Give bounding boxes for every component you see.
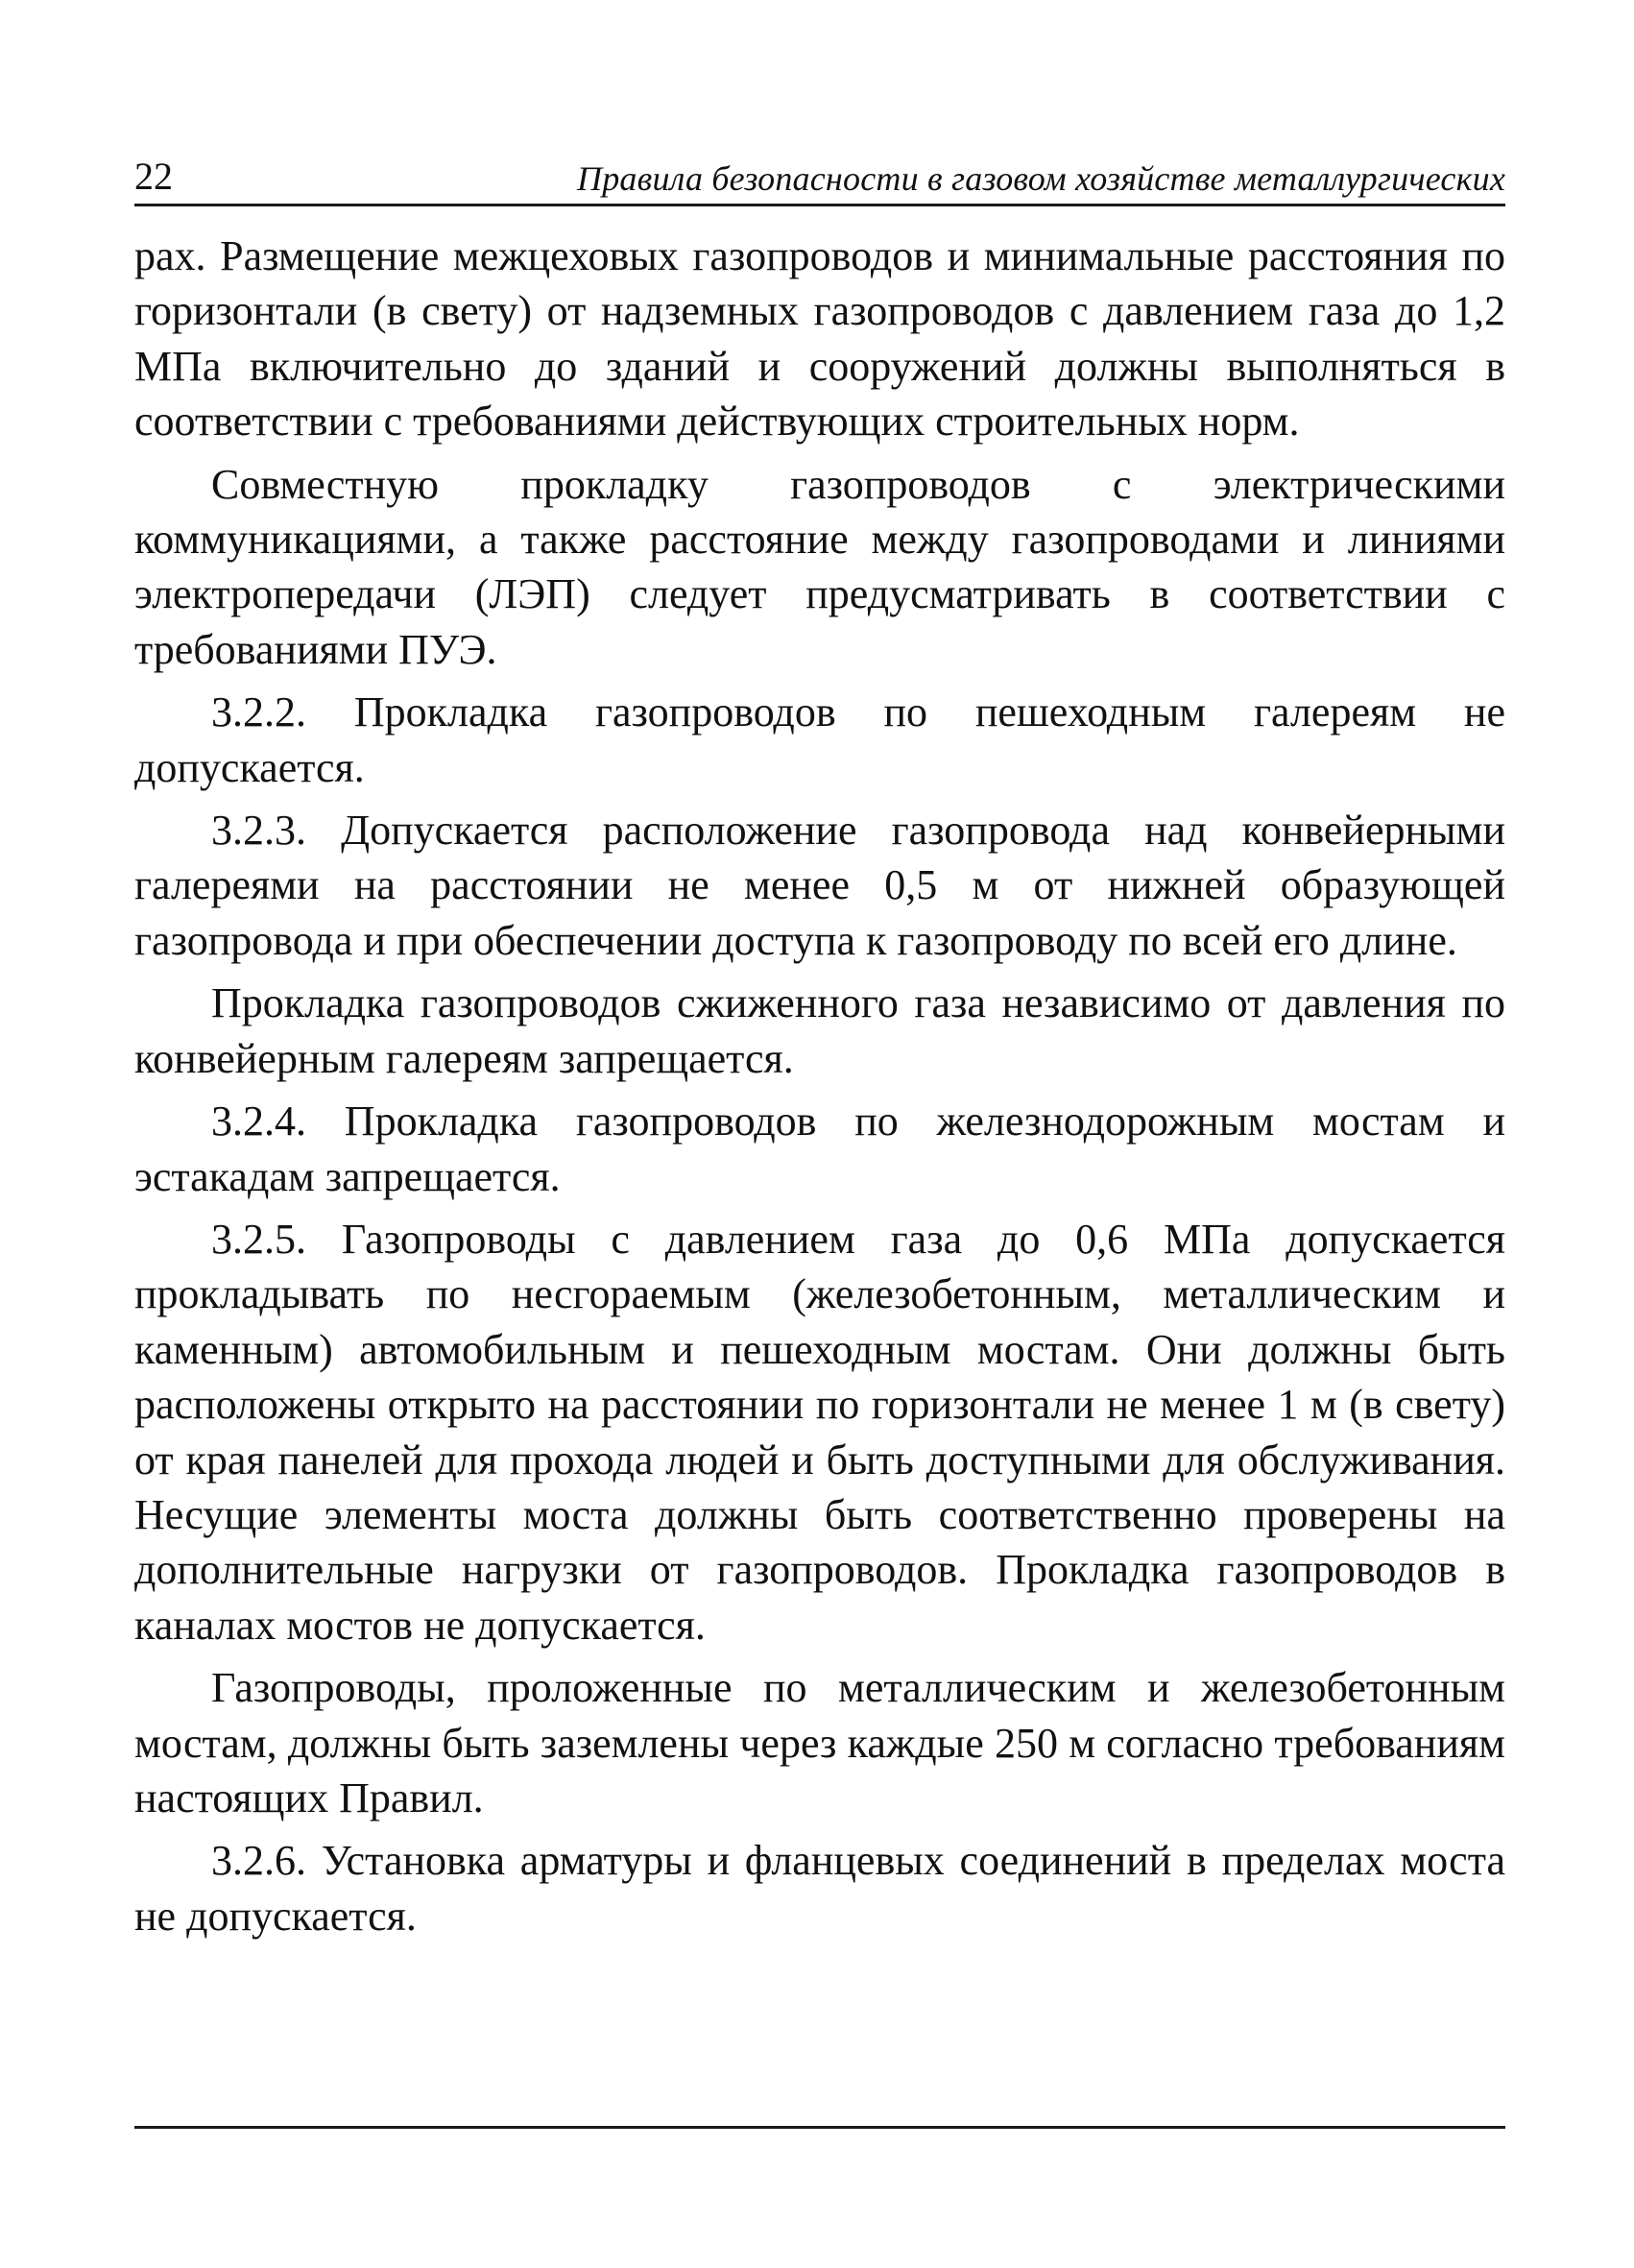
footer-rule	[134, 2126, 1505, 2129]
paragraph-3-2-6: 3.2.6. Установка арматуры и фланцевых соединений в пределах моста не допускается.	[134, 1837, 1505, 1940]
paragraph-liquefied-gas: Прокладка газопроводов сжиженного газа независимо от давления по конвейерным галереям запрещается.	[134, 979, 1505, 1082]
paragraph-3-2-4: 3.2.4. Прокладка газопроводов по железнодорожным мостам и эстакадам запрещается.	[134, 1098, 1505, 1200]
running-header	[134, 144, 1505, 206]
running-title: Правила безопасности в газовом хозяйстве металлургических	[577, 159, 1505, 198]
paragraph-joint-laying: Совместную прокладку газопроводов с электрическими коммуникациями, а также расстояние между газопроводами и линиями электропередачи (ЛЭП) следует предусматривать в соответствии с требованиями ПУЭ.	[134, 460, 1505, 673]
paragraph-3-2-5: 3.2.5. Газопроводы с давлением газа до 0,6 МПа допускается прокладывать по несгораемым (железобетонным, металлическим и каменным) автомобильным и пешеходным мостам. Они должны быть расположены открыто на расстоянии по горизонтали не менее 1 м (в свету) от края панелей для прохода людей и быть доступными для обслуживания. Несущие элементы моста должны быть соответственно проверены на дополнительные нагрузки от газопроводов. Прокладка газопроводов в каналах мостов не допускается.	[134, 1215, 1505, 1649]
paragraph-continuation: рах. Размещение межцеховых газопроводов и минимальные расстояния по горизонтали (в свету) от надземных газопроводов с давлением газа до 1,2 МПа включительно до зданий и сооружений должны выполняться в соответствии с требованиями действующих строительных норм.	[134, 232, 1505, 446]
paragraph-grounding: Газопроводы, проложенные по металлическим и железобетонным мостам, должны быть заземлены через каждые 250 м согласно требованиям настоящих Правил.	[134, 1664, 1505, 1822]
paragraph-3-2-3: 3.2.3. Допускается расположение газопровода над конвейерными галереями на расстоянии не менее 0,5 м от нижней образующей газопровода и при обеспечении доступа к газопроводу по всей его длине.	[134, 807, 1505, 964]
paragraph-3-2-2: 3.2.2. Прокладка газопроводов по пешеходным галереям не допускается.	[134, 688, 1505, 791]
body-text	[134, 229, 1505, 1951]
page-number: 22	[134, 155, 173, 198]
